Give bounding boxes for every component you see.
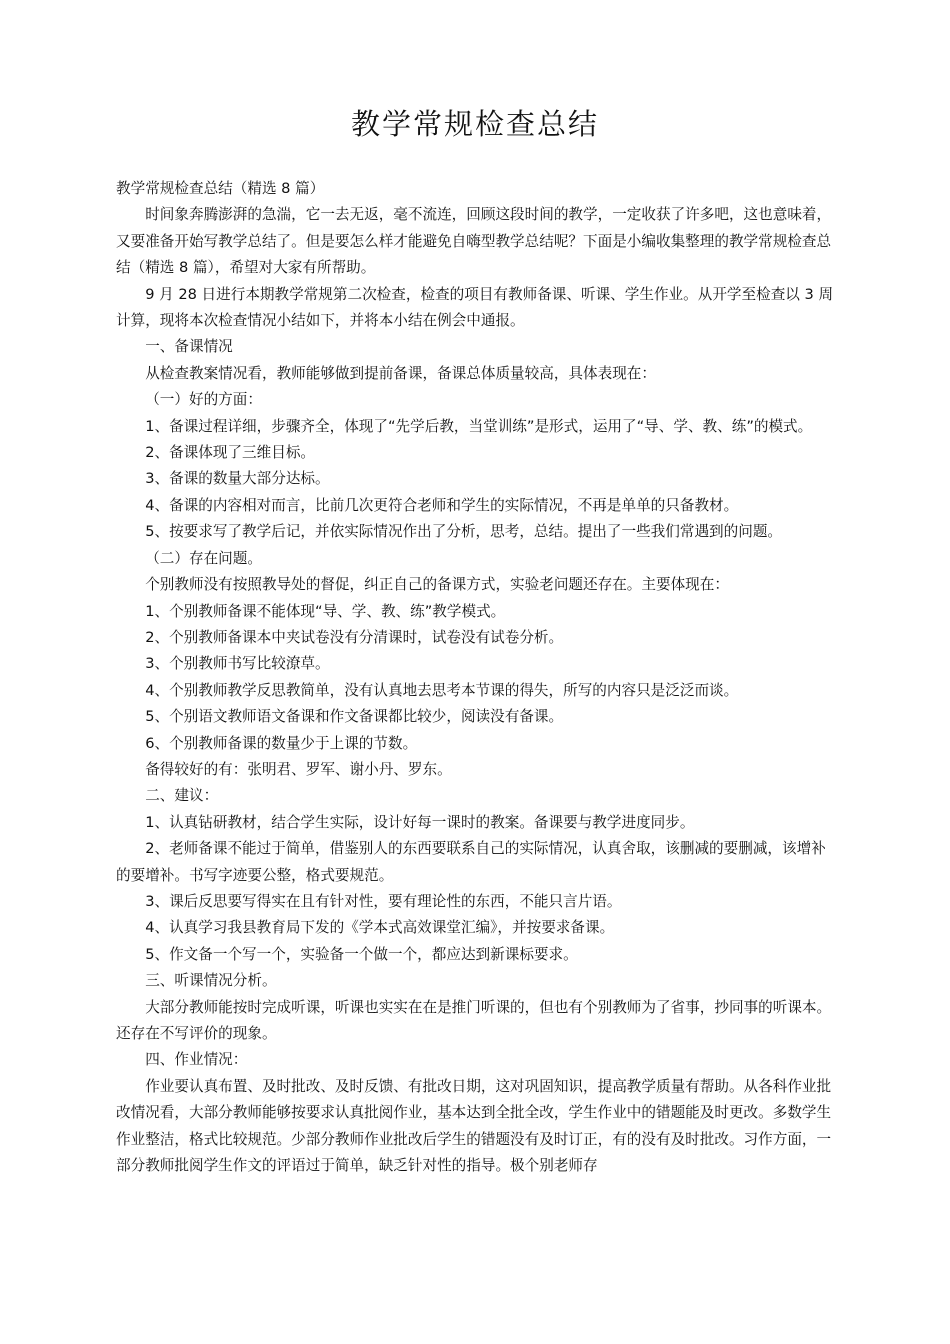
list-item: 1、认真钻研教材，结合学生实际，设计好每一课时的教案。备课要与教学进度同步。 [145, 813, 695, 831]
list-item: 6、个别教师备课的数量少于上课的节数。 [145, 734, 418, 752]
paragraph: 大部分教师能按时完成听课，听课也实实在在是推门听课的，但也有个别教师为了省事，抄同事的听课本。还存在不写评价的现象。 [116, 998, 832, 1042]
paragraph: 教学常规检查总结（精选 8 篇） [116, 180, 325, 197]
list-item: 2、个别教师备课本中夹试卷没有分清课时，试卷没有试卷分析。 [145, 628, 564, 646]
list-item: 3、课后反思要写得实在且有针对性，要有理论性的东西，不能只言片语。 [145, 892, 622, 910]
subsection-heading: （一）好的方面： [145, 391, 262, 409]
section-heading: 一、备课情况 [145, 338, 233, 356]
paragraph: 从检查教案情况看，教师能够做到提前备课，备课总体质量较高，具体表现在： [145, 364, 656, 382]
paragraph: 备得较好的有：张明君、罗军、谢小丹、罗东。 [145, 760, 452, 778]
document-body [116, 176, 836, 1179]
paragraph: 9 月 28 日进行本期教学常规第二次检查，检查的项目有教师备课、听课、学生作业。从开学至检查以 3 周计算，现将本次检查情况小结如下，并将本小结在例会中通报。 [116, 285, 834, 330]
paragraph: 个别教师没有按照教导处的督促，纠正自己的备课方式，实验老问题还存在。主要体现在： [145, 576, 729, 594]
list-item: 5、个别语文教师语文备课和作文备课都比较少，阅读没有备课。 [145, 708, 564, 726]
section-heading: 四、作业情况： [145, 1051, 248, 1069]
list-item: 4、个别教师教学反思教简单，没有认真地去思考本节课的得失，所写的内容只是泛泛而谈。 [145, 681, 739, 699]
list-item: 5、作文备一个写一个，实验备一个做一个，都应达到新课标要求。 [145, 945, 578, 963]
list-item: 1、个别教师备课不能体现“导、学、教、练”教学模式。 [145, 602, 506, 620]
list-item: 3、备课的数量大部分达标。 [145, 470, 330, 488]
list-item: 2、老师备课不能过于简单，借鉴别人的东西要联系自己的实际情况，认真舍取，该删减的要删减，该增补的要增补。书写字迹要公整，格式要规范。 [116, 840, 826, 884]
list-item: 5、按要求写了教学后记，并依实际情况作出了分析，思考，总结。提出了一些我们常遇到的问题。 [145, 523, 783, 541]
paragraph: 作业要认真布置、及时批改、及时反馈、有批改日期，这对巩固知识，提高教学质量有帮助。从各科作业批改情况看，大部分教师能够按要求认真批阅作业，基本达到全批全改，学生作业中的错题能及时更改。多数学生作业整洁，格式比较规范。少部分教师作业批改后学生的错题没有及时订正，有的没有及时批改。习作方面，一部分教师批阅学生作文的评语过于简单，缺乏针对性的指导。极个别老师存 [116, 1077, 832, 1175]
list-item: 4、认真学习我县教育局下发的《学本式高效课堂汇编》，并按要求备课。 [145, 919, 615, 937]
list-item: 4、备课的内容相对而言，比前几次更符合老师和学生的实际情况，不再是单单的只备教材。 [145, 496, 739, 514]
section-heading: 三、听课情况分析。 [145, 972, 277, 990]
list-item: 2、备课体现了三维目标。 [145, 444, 316, 462]
document-title: 教学常规检查总结 [350, 107, 599, 141]
section-heading: 二、建议： [145, 787, 219, 805]
list-item: 1、备课过程详细，步骤齐全，体现了“先学后教，当堂训练”是形式，运用了“导、学、教、练”的模式。 [145, 417, 813, 435]
list-item: 3、个别教师书写比较潦草。 [145, 655, 330, 673]
subsection-heading: （二）存在问题。 [145, 549, 262, 567]
paragraph: 时间象奔腾澎湃的急湍，它一去无返，毫不流连，回顾这段时间的教学，一定收获了许多吧，这也意味着，又要准备开始写教学总结了。但是要怎么样才能避免自嗨型教学总结呢？下面是小编收集整理的教学常规检查总结（精选 8 篇），希望对大家有所帮助。 [116, 206, 832, 277]
